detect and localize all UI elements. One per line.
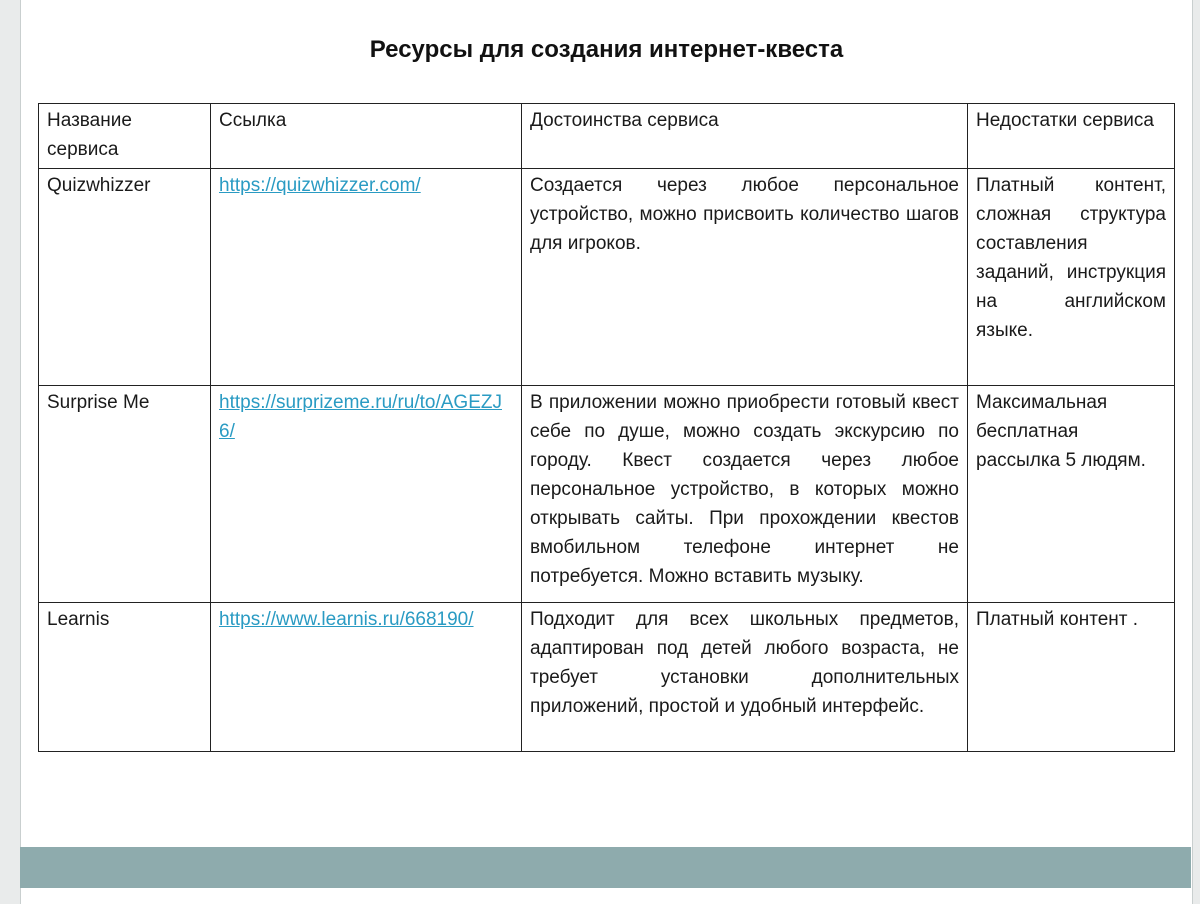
footer-band — [20, 847, 1191, 888]
advantages-cell: Создается через любое персональное устройство, можно присвоить количество шагов для игроков. — [522, 169, 968, 386]
table-row — [39, 386, 1175, 603]
link-cell — [211, 603, 522, 752]
advantages-cell: Подходит для всех школьных предметов, адаптирован под детей любого возраста, не требует установки дополнительных приложений, простой и удобный интерфейс. — [522, 603, 968, 752]
header-advantages: Достоинства сервиса — [522, 104, 968, 169]
disadvantages-cell: Максимальная бесплатная рассылка 5 людям. — [968, 386, 1175, 603]
slide-page — [20, 0, 1193, 904]
table-header-row — [39, 104, 1175, 169]
service-name-cell: Surprise Me — [39, 386, 211, 603]
service-link[interactable]: https://surprizeme.ru/ru/to/AGEZJ6/ — [219, 392, 502, 442]
service-link[interactable]: https://www.learnis.ru/668190/ — [219, 609, 474, 630]
link-cell — [211, 386, 522, 603]
disadvantages-cell: Платный контент . — [968, 603, 1175, 752]
header-service-name: Название сервиса — [39, 104, 211, 169]
link-cell — [211, 169, 522, 386]
resources-table — [38, 103, 1175, 752]
service-name-cell: Quizwhizzer — [39, 169, 211, 386]
disadvantages-cell: Платный контент, сложная структура составления заданий, инструкция на английском языке. — [968, 169, 1175, 386]
header-disadvantages: Недостатки сервиса — [968, 104, 1175, 169]
table-row — [39, 603, 1175, 752]
advantages-cell: В приложении можно приобрести готовый квест себе по душе, можно создать экскурсию по городу. Квест создается через любое персональное устройство, в которых можно открывать сайты. При прохождении квестов вмобильном телефоне интернет не потребуется. Можно вставить музыку. — [522, 386, 968, 603]
service-link[interactable]: https://quizwhizzer.com/ — [219, 175, 421, 196]
table-row — [39, 169, 1175, 386]
service-name-cell: Learnis — [39, 603, 211, 752]
header-link: Ссылка — [211, 104, 522, 169]
page-title: Ресурсы для создания интернет-квеста — [369, 36, 844, 63]
